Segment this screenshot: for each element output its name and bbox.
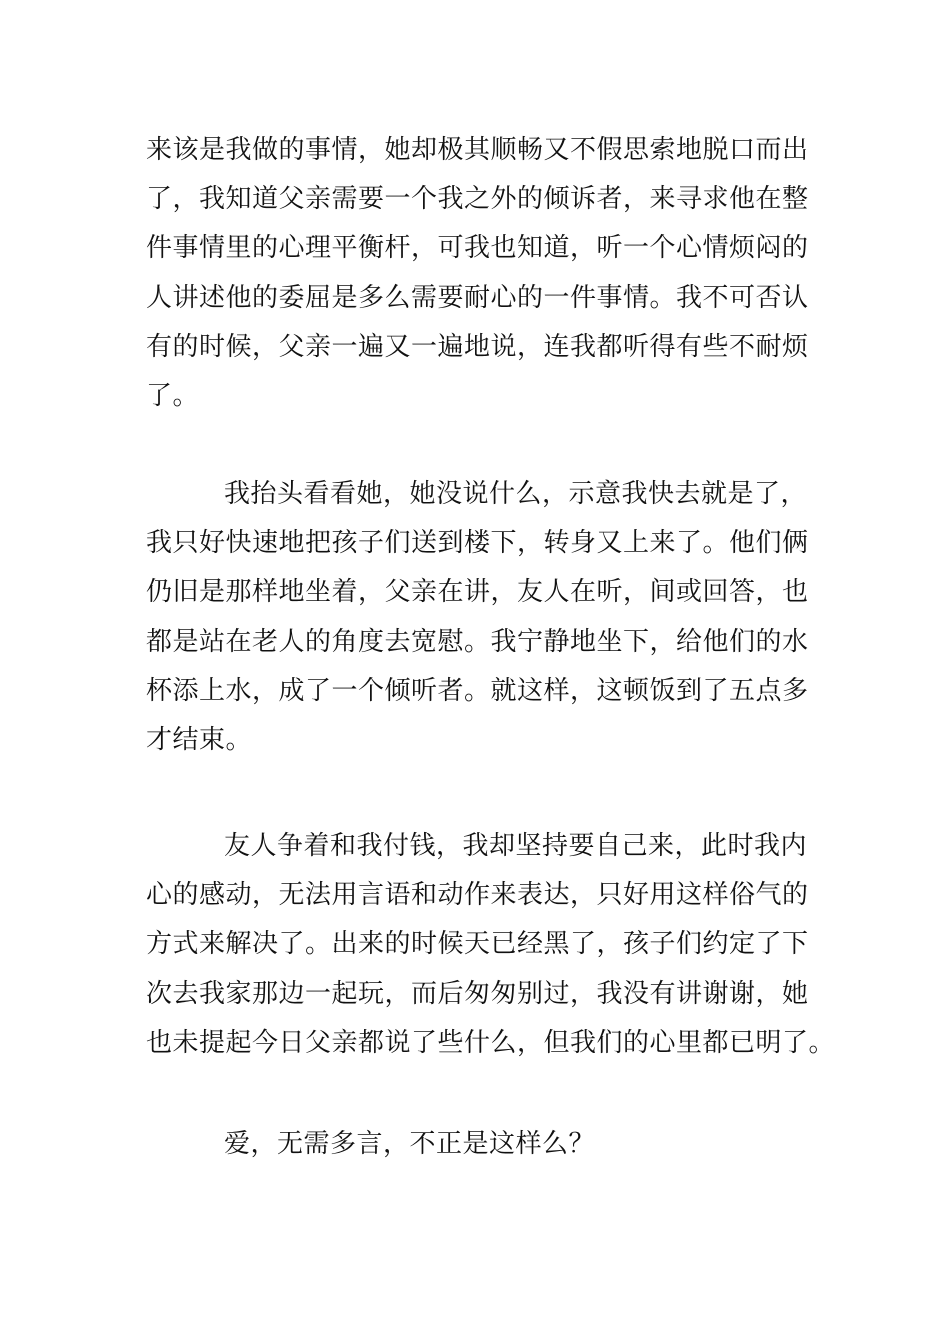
paragraph-line: 来该是我做的事情，她却极其顺畅又不假思索地脱口而出 xyxy=(146,135,809,165)
paragraph-line: 我抬头看看她，她没说什么，示意我快去就是了， xyxy=(224,479,808,509)
paragraph-2 xyxy=(146,470,810,765)
paragraph-line: 友人争着和我付钱，我却坚持要自己来，此时我内 xyxy=(224,831,808,861)
paragraph-line: 也未提起今日父亲都说了些什么，但我们的心里都已明了。 xyxy=(146,1027,836,1058)
paragraph-line: 心的感动，无法用言语和动作来表达，只好用这样俗气的 xyxy=(146,880,809,911)
paragraph-4 xyxy=(146,1120,810,1169)
paragraph-line: 次去我家那边一起玩，而后匆匆别过，我没有讲谢谢，她 xyxy=(146,978,809,1009)
paragraph-line: 人讲述他的委屈是多么需要耐心的一件事情。我不可否认 xyxy=(146,282,809,313)
paragraph-line: 件事情里的心理平衡杆，可我也知道，听一个心情烦闷的 xyxy=(146,233,809,264)
paragraph-line: 都是站在老人的角度去宽慰。我宁静地坐下，给他们的水 xyxy=(146,626,809,657)
paragraph-line: 我只好快速地把孩子们送到楼下，转身又上来了。他们俩 xyxy=(146,528,809,559)
paragraph-line: 杯添上水，成了一个倾听者。就这样，这顿饭到了五点多 xyxy=(146,675,809,706)
paragraph-line: 了。 xyxy=(146,380,200,411)
paragraph-line: 有的时候，父亲一遍又一遍地说，连我都听得有些不耐烦 xyxy=(146,331,809,362)
paragraph-line: 仍旧是那样地坐着，父亲在讲，友人在听，间或回答，也 xyxy=(146,577,809,608)
paragraph-3 xyxy=(146,822,836,1068)
paragraph-line: 爱，无需多言，不正是这样么？ xyxy=(224,1129,596,1159)
paragraph-1 xyxy=(146,126,810,421)
paragraph-line: 了，我知道父亲需要一个我之外的倾诉者，来寻求他在整 xyxy=(146,184,809,215)
paragraph-line: 才结束。 xyxy=(146,724,253,755)
paragraph-line: 方式来解决了。出来的时候天已经黑了，孩子们约定了下 xyxy=(146,929,809,960)
